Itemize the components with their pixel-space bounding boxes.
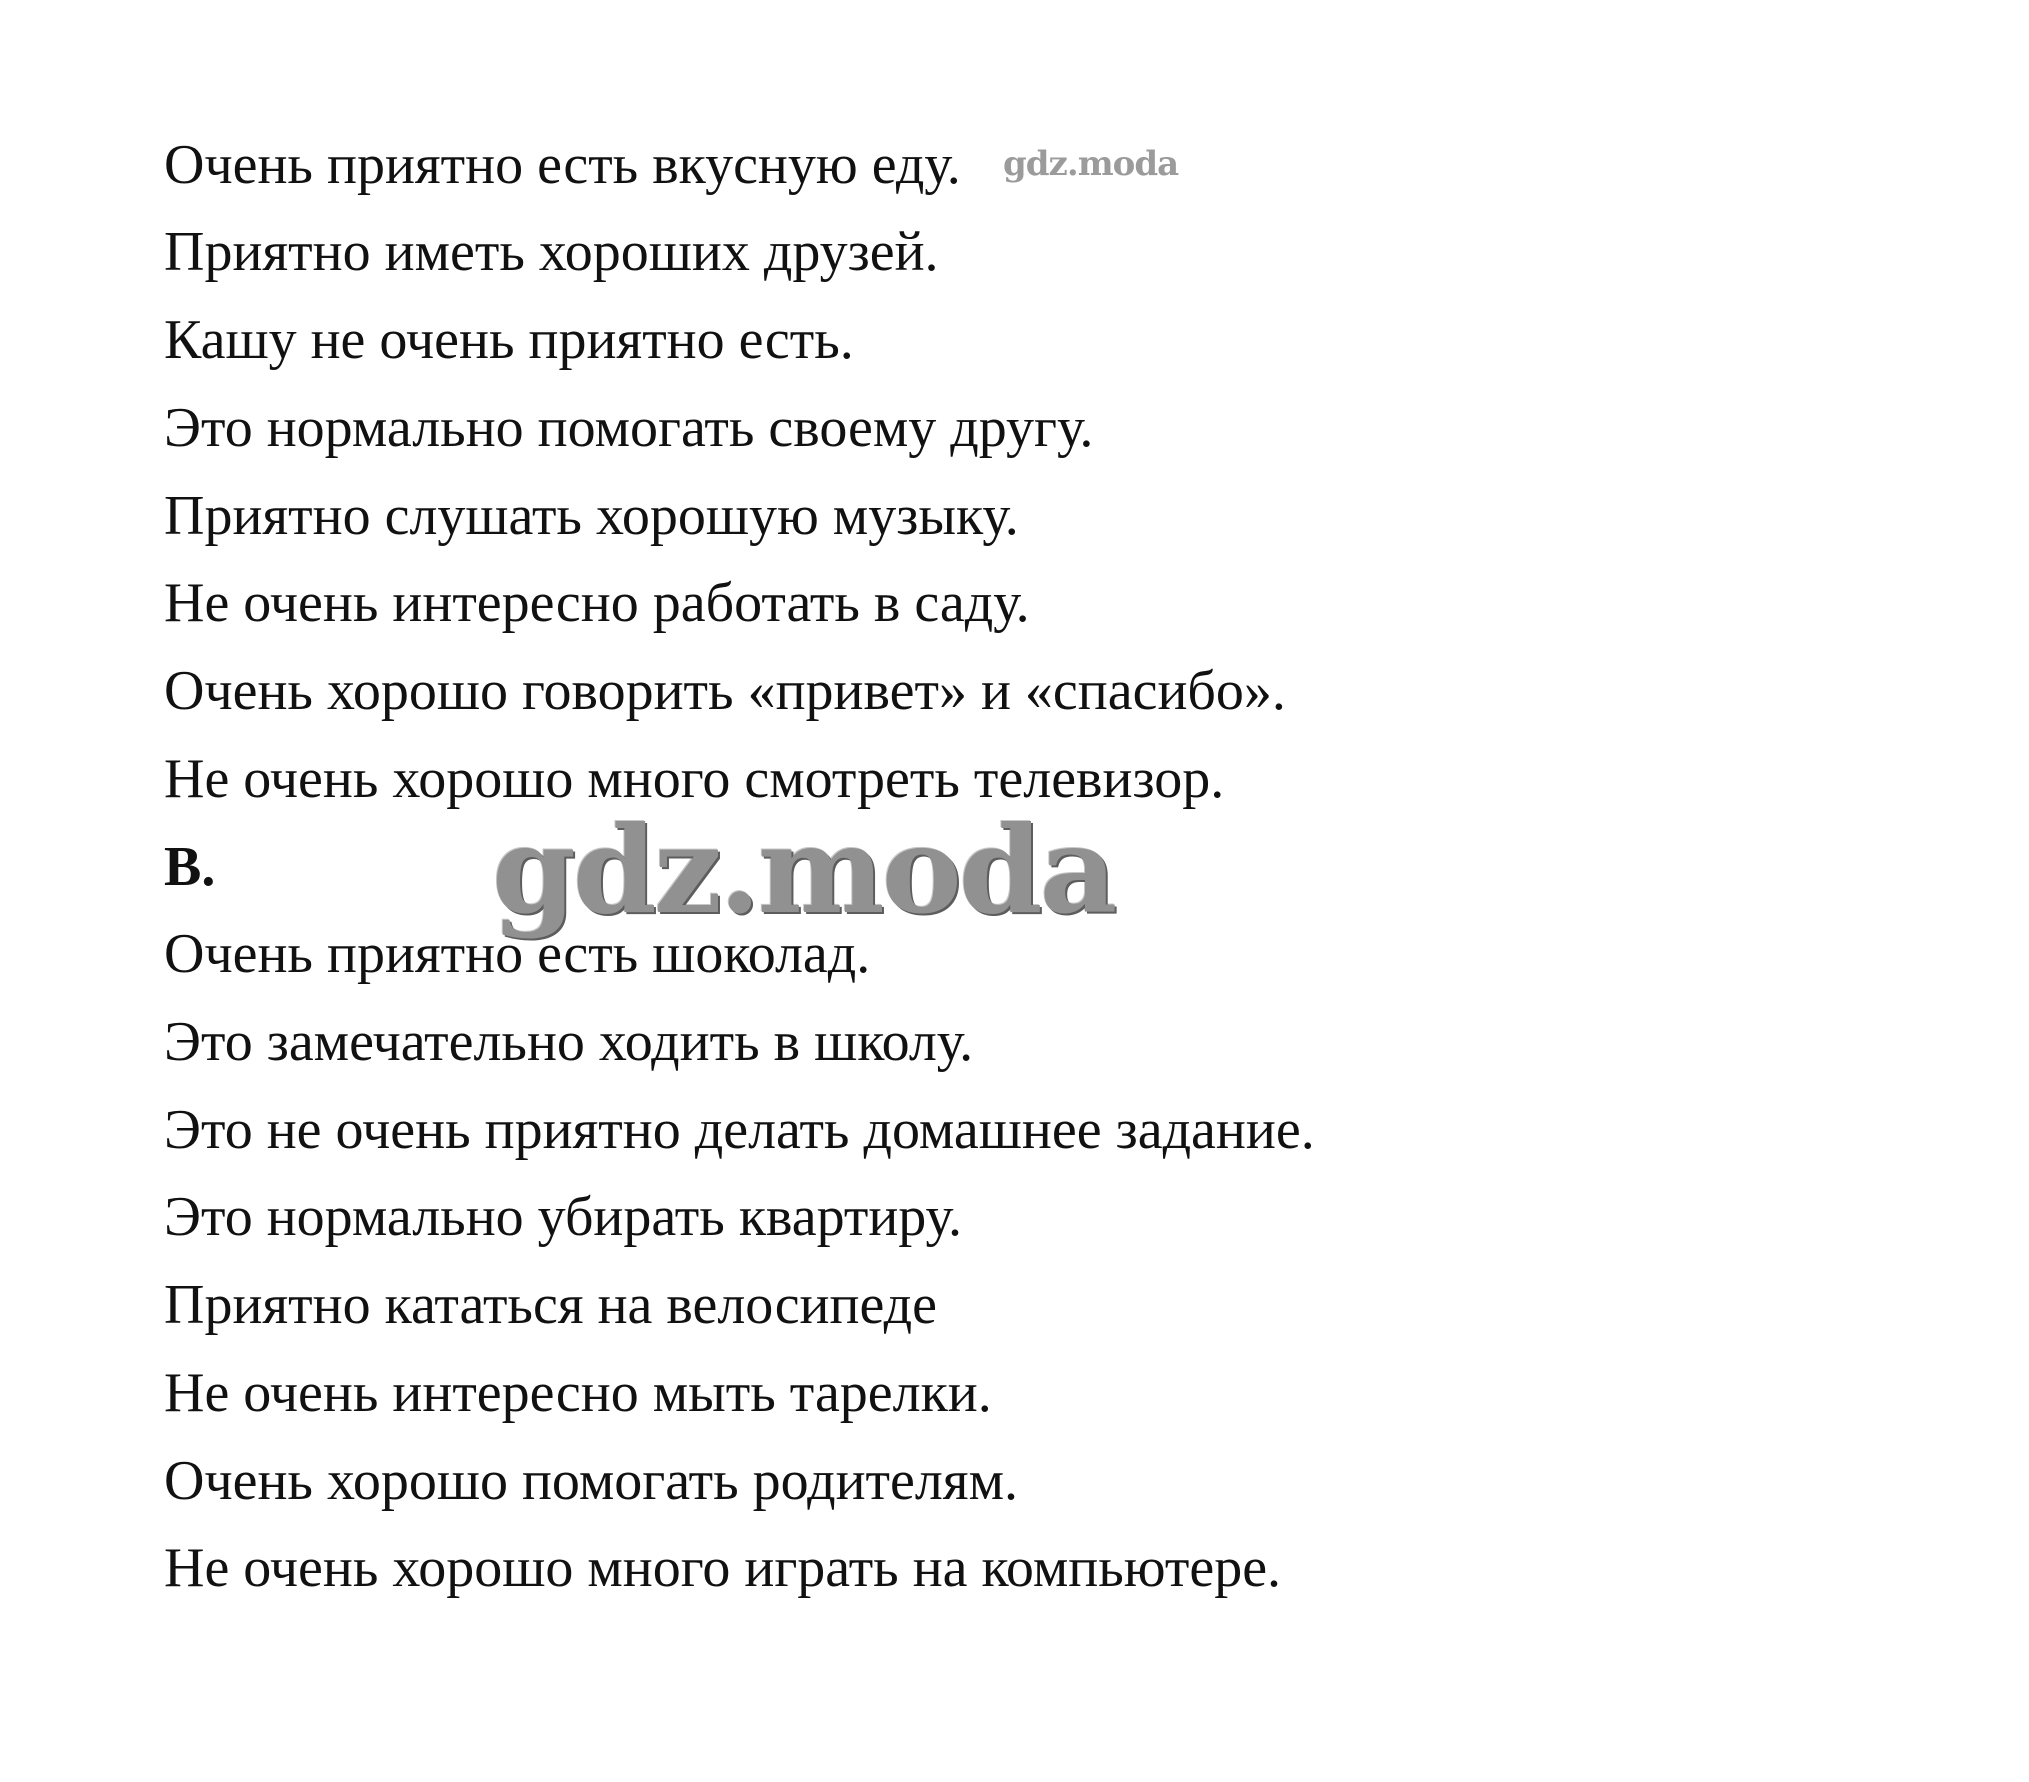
text-line: Очень хорошо говорить «привет» и «спасибо». bbox=[164, 660, 1286, 722]
text-line: Это не очень приятно делать домашнее задание. bbox=[164, 1099, 1315, 1161]
text-line: Не очень интересно мыть тарелки. bbox=[164, 1362, 992, 1424]
text-line: Очень приятно есть шоколад. bbox=[164, 923, 871, 985]
text-line: Не очень хорошо много смотреть телевизор. bbox=[164, 748, 1225, 810]
section-heading: B. bbox=[164, 836, 216, 898]
text-line: Это замечательно ходить в школу. bbox=[164, 1011, 974, 1073]
text-line: Приятно иметь хороших друзей. bbox=[164, 221, 939, 283]
text-line: Приятно слушать хорошую музыку. bbox=[164, 485, 1019, 547]
text-line: Это нормально убирать квартиру. bbox=[164, 1186, 962, 1248]
watermark-small: gdz.moda bbox=[1003, 144, 1179, 184]
text-line: Не очень интересно работать в саду. bbox=[164, 572, 1030, 634]
text-line: Не очень хорошо много играть на компьютере. bbox=[164, 1537, 1282, 1599]
text-line: Очень приятно есть вкусную еду. bbox=[164, 134, 961, 196]
watermark-large: gdz.moda bbox=[492, 800, 1115, 941]
text-line: Это нормально помогать своему другу. bbox=[164, 397, 1094, 459]
text-line: Приятно кататься на велосипеде bbox=[164, 1274, 937, 1336]
text-line: Кашу не очень приятно есть. bbox=[164, 309, 854, 371]
text-line: Очень хорошо помогать родителям. bbox=[164, 1450, 1018, 1512]
